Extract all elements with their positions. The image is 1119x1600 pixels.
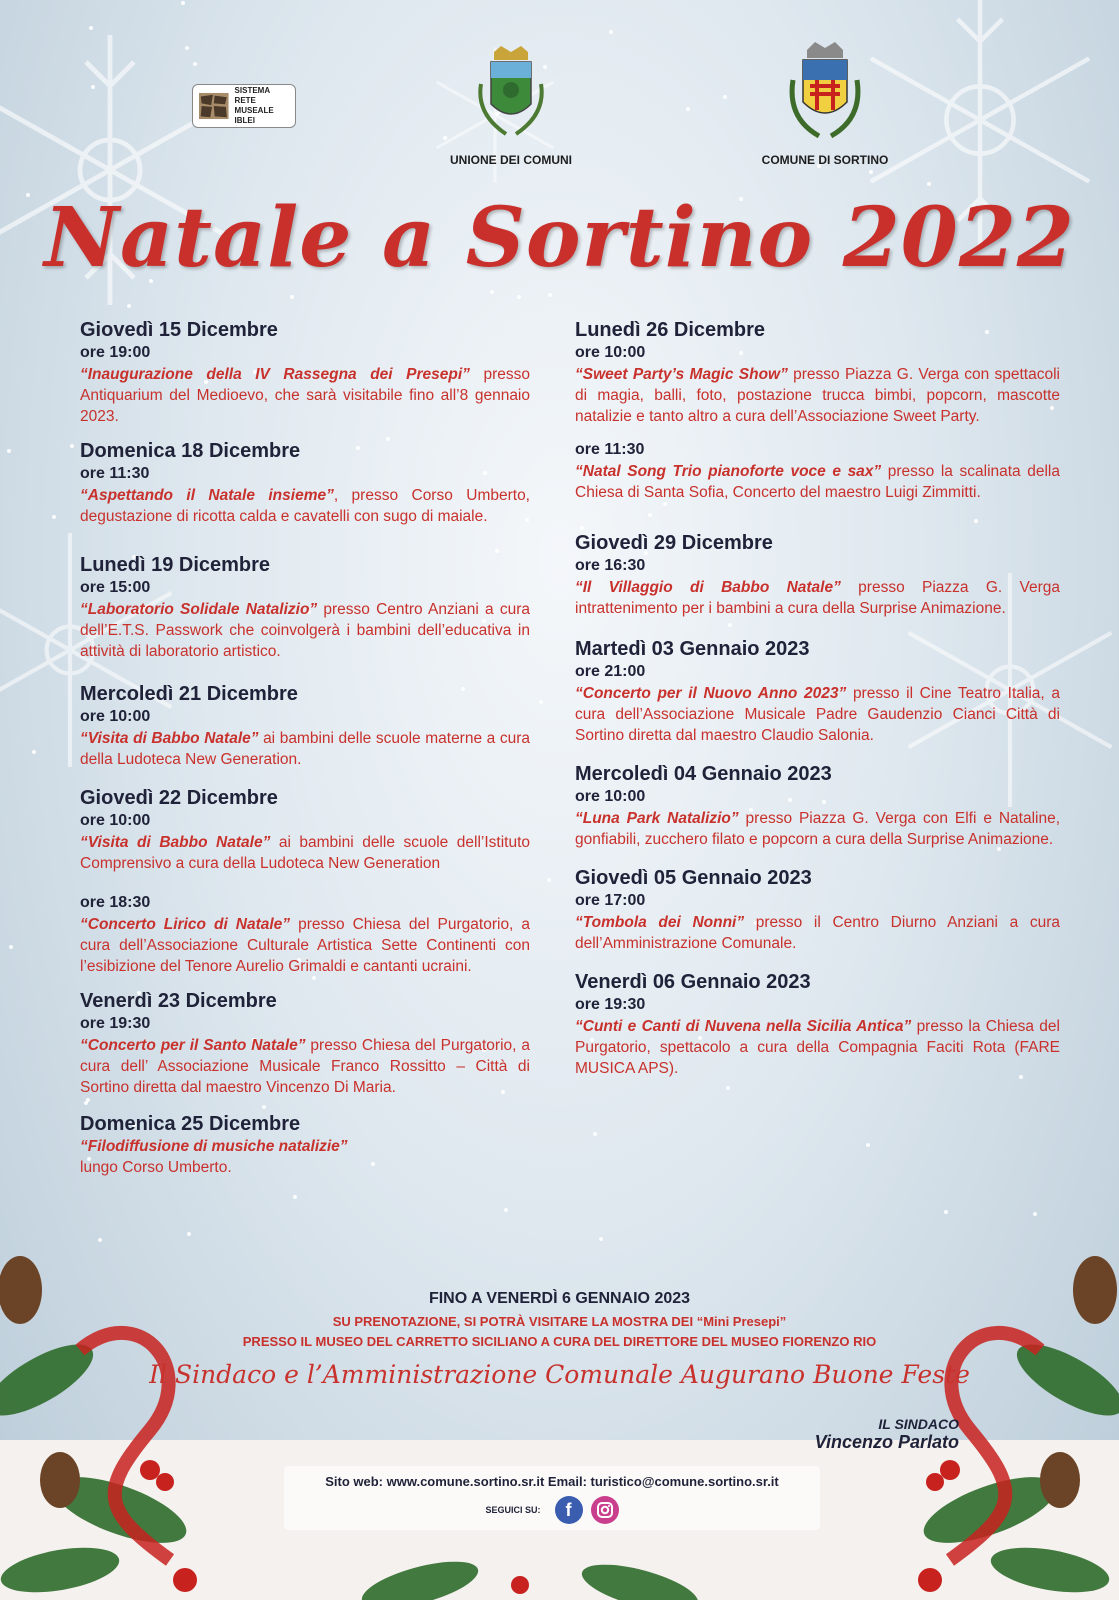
event-description: “Aspettando il Natale insieme”, presso Corso Umberto, degustazione di ricotta calda e cavatelli con sugo di maiale. <box>80 487 530 525</box>
event-description: “Luna Park Natalizio” presso Piazza G. Verga con Elfi e Nataline, gonfiabili, zucchero filato e popcorn a cura della Surprise Animazione. <box>575 810 1061 848</box>
event-description: “Filodiffusione di musiche natalizie” lungo Corso Umberto. <box>80 1138 348 1176</box>
event-description: “Cunti e Canti di Nuvena nella Sicilia Antica” presso la Chiesa del Purgatorio, spettacolo a cura della Compagnia Faciti Rota (FARE MUSICA APS). <box>575 1018 1060 1077</box>
event-item <box>80 439 530 527</box>
event-time: ore 10:00 <box>575 788 646 805</box>
snow-dot <box>9 945 13 949</box>
event-time: ore 19:00 <box>80 344 151 361</box>
event-item <box>80 892 530 977</box>
event-description: “Visita di Babbo Natale” ai bambini delle scuole dell’Istituto Comprensivo a cura della Ludoteca New Generation <box>80 834 530 872</box>
snow-dot <box>548 293 552 297</box>
mayor-name: Vincenzo Parlato <box>814 1432 959 1452</box>
event-day: Martedì 03 Gennaio 2023 <box>575 638 810 660</box>
page-title: Natale a Sortino 2022 <box>44 190 1075 286</box>
events-left-column <box>80 318 530 1190</box>
social-links <box>284 1496 820 1524</box>
unione-crest-block <box>436 44 586 167</box>
event-item <box>80 786 530 874</box>
event-time: ore 16:30 <box>575 557 646 574</box>
crest-icon <box>466 44 556 144</box>
event-item <box>575 439 1060 503</box>
event-time: ore 11:30 <box>575 441 645 458</box>
event-time: ore 18:30 <box>80 894 151 911</box>
snow-dot <box>7 449 11 453</box>
event-day: Giovedì 29 Dicembre <box>575 532 773 554</box>
event-time: ore 17:00 <box>575 892 646 909</box>
event-time: ore 21:00 <box>575 663 646 680</box>
event-description: “Laboratorio Solidale Natalizio” presso Centro Anziani a cura dell’E.T.S. Passwork che coinvolgerà i bambini dell’educativa in attività di laboratorio artistico. <box>80 601 530 660</box>
event-time: ore 15:00 <box>80 579 151 596</box>
museum-note: PRESSO IL MUSEO DEL CARRETTO SICILIANO A CURA DEL DIRETTORE DEL MUSEO FIORENZO RIO <box>242 1334 877 1349</box>
event-item <box>575 866 1060 954</box>
comune-label: COMUNE DI SORTINO <box>761 153 889 167</box>
holly-icon <box>0 1180 1119 1600</box>
follow-label: SEGUICI SU: <box>485 1505 541 1515</box>
snow-dot <box>70 444 74 448</box>
snow-dot <box>686 107 690 111</box>
event-item <box>80 1112 530 1178</box>
event-description: “Visita di Babbo Natale” ai bambini delle scuole materne a cura della Ludoteca New Generation. <box>80 730 530 768</box>
snow-dot <box>490 290 494 294</box>
mayor-title: IL SINDACO <box>878 1416 959 1432</box>
event-item <box>80 318 530 427</box>
event-description: “Inaugurazione della IV Rassegna dei Presepi” presso Antiquarium del Medioevo, che sarà visitabile fino all’8 gennaio 2023. <box>80 366 530 425</box>
event-time: ore 11:30 <box>80 465 150 482</box>
event-item <box>575 637 1060 746</box>
event-day: Venerdì 23 Dicembre <box>80 990 277 1012</box>
snow-dot <box>866 1143 870 1147</box>
event-item <box>80 989 530 1098</box>
contact-box <box>284 1466 820 1530</box>
event-day: Domenica 18 Dicembre <box>80 440 301 462</box>
event-day: Mercoledì 21 Dicembre <box>80 683 298 705</box>
event-description: “Concerto per il Santo Natale” presso Chiesa del Purgatorio, a cura dell’ Associazione Musicale Franco Rossitto – Città di Sortino diretta dal maestro Vincenzo Di Maria. <box>80 1037 530 1096</box>
event-item <box>575 318 1060 427</box>
event-time: ore 10:00 <box>80 812 151 829</box>
snow-dot <box>181 1 185 5</box>
sistema-rete-museale-logo: SISTEMA RETE MUSEALE IBLEI <box>192 84 296 128</box>
unione-label: UNIONE DEI COMUNI <box>449 153 572 167</box>
event-time: ore 19:30 <box>80 1015 151 1032</box>
event-time: ore 10:00 <box>80 708 151 725</box>
event-day: Domenica 25 Dicembre <box>80 1113 301 1135</box>
event-item <box>575 531 1060 619</box>
event-day: Giovedì 05 Gennaio 2023 <box>575 867 812 889</box>
event-description: “Concerto Lirico di Natale” presso Chiesa del Purgatorio, a cura dell’Associazione Culturale Artistica Sette Continenti con l’esibizione del Tenore Aurelio Grimaldi e cantanti ucraini. <box>80 916 530 975</box>
snow-dot <box>593 1132 597 1136</box>
snow-dot <box>609 30 613 34</box>
contact-line: Sito web: www.comune.sortino.sr.it Email: turistico@comune.sortino.sr.it <box>325 1474 779 1489</box>
event-day: Lunedì 19 Dicembre <box>80 554 271 576</box>
mayor-signature <box>815 1416 959 1453</box>
instagram-icon[interactable] <box>591 1496 619 1524</box>
event-day: Venerdì 06 Gennaio 2023 <box>575 971 811 993</box>
comune-crest-block <box>750 40 900 167</box>
event-description: “Natal Song Trio pianoforte voce e sax” presso la scalinata della Chiesa di Santa Sofia, Concerto del maestro Luigi Zimmitti. <box>575 463 1060 501</box>
event-item <box>80 682 530 770</box>
event-day: Mercoledì 04 Gennaio 2023 <box>575 763 832 785</box>
facebook-icon[interactable]: f <box>555 1496 583 1524</box>
until-note: FINO A VENERDÌ 6 GENNAIO 2023 <box>428 1290 691 1307</box>
snow-dot <box>290 295 294 299</box>
greeting: Il Sindaco e l’Amministrazione Comunale Augurano Buone Feste <box>149 1360 970 1389</box>
event-day: Giovedì 22 Dicembre <box>80 787 278 809</box>
event-description: “Tombola dei Nonni” presso il Centro Diurno Anziani a cura dell’Amministrazione Comunale. <box>575 914 1060 952</box>
snow-dot <box>52 515 56 519</box>
crest-icon <box>775 40 875 144</box>
snow-dot <box>547 878 551 882</box>
event-item <box>575 762 1060 850</box>
snow-dot <box>517 295 521 299</box>
events-right-column <box>575 318 1060 1091</box>
event-time: ore 19:30 <box>575 996 646 1013</box>
snow-dot <box>539 700 543 704</box>
event-item <box>575 970 1060 1079</box>
snow-dot <box>723 95 727 99</box>
mini-presepi-note: SU PRENOTAZIONE, SI POTRÀ VISITARE LA MOSTRA DEI “Mini Presepi” <box>332 1314 787 1329</box>
event-time: ore 10:00 <box>575 344 646 361</box>
museum-network-icon <box>199 91 229 121</box>
event-day: Giovedì 15 Dicembre <box>80 319 278 341</box>
event-day: Lunedì 26 Dicembre <box>575 319 766 341</box>
event-description: “Sweet Party’s Magic Show” presso Piazza G. Verga con spettacoli di magia, balli, foto, postazione trucca bimbi, popcorn, mascotte natalizie e tanto altro a cura dell’Associazione Sweet Party. <box>575 366 1060 425</box>
event-description: “Il Villaggio di Babbo Natale” presso Piazza G. Verga intrattenimento per i bambini a cura della Surprise Animazione. <box>575 579 1060 617</box>
event-item <box>80 553 530 662</box>
event-description: “Concerto per il Nuovo Anno 2023” presso il Cine Teatro Italia, a cura dell’Associazione Musicale Padre Gaudenzio Cianci Città di Sortino diretta dal maestro Claudio Salonia. <box>575 685 1060 744</box>
